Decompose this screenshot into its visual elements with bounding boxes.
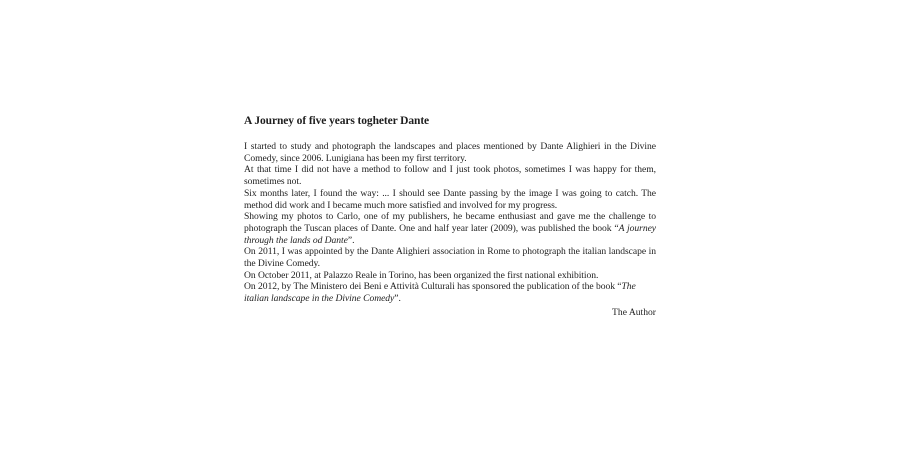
paragraph-7-text: On 2012, by The Ministero dei Beni e Attività Culturali has sponsored the publication of the book “: [244, 281, 622, 293]
paragraph-4-text: Showing my photos to Carlo, one of my publishers, he became enthusiast and gave me the challenge to photograph the Tuscan places of Dante. One and half year later (2009), was published the book “: [244, 211, 656, 234]
paragraph-3: Six months later, I found the way: ... I should see Dante passing by the image I was going to catch. The method did work and I became much more satisfied and involved for my progress.: [244, 187, 656, 211]
book-title-journey: A journey through the lands od Dante: [244, 222, 656, 246]
paragraph-7-close: ”.: [394, 293, 401, 305]
paragraph-2: At that time I did not have a method to follow and I just took photos, sometimes I was happy for them, sometimes not.: [244, 164, 656, 188]
article-body: [244, 141, 656, 305]
paragraph-4-close: ”.: [347, 234, 355, 246]
article-title: A Journey of five years togheter Dante: [244, 115, 430, 127]
paragraph-6: On October 2011, at Palazzo Reale in Torino, has been organized the first national exhibition.: [244, 269, 599, 281]
article: [244, 114, 656, 319]
signature: The Author: [612, 306, 656, 318]
paragraph-1: I started to study and photograph the landscapes and places mentioned by Dante Alighieri in the Divine Comedy, since 2006. Lunigiana has been my first territory.: [244, 141, 656, 164]
paragraph-7: [244, 281, 656, 304]
book-title-landscape: The italian landscape in the Divine Comedy: [244, 281, 636, 305]
paragraph-4: [244, 211, 656, 246]
paragraph-5: On 2011, I was appointed by the Dante Alighieri association in Rome to photograph the italian landscape in the Divine Comedy.: [244, 246, 656, 270]
